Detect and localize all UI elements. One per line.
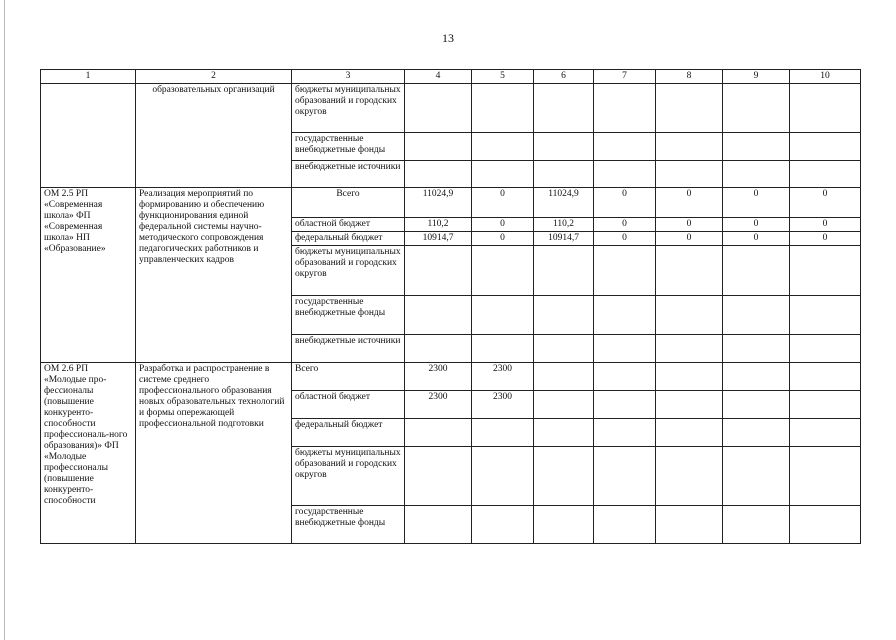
empty-cell: [472, 506, 534, 544]
empty-cell: [534, 84, 594, 133]
empty-cell: [594, 391, 656, 419]
empty-cell: [790, 363, 861, 391]
empty-cell: [790, 84, 861, 133]
value-cell: 110,2: [405, 218, 472, 232]
empty-cell: [656, 363, 723, 391]
empty-cell: [594, 161, 656, 188]
source-cell: бюджеты муниципальных образований и городских округов: [292, 84, 405, 133]
value-cell: 0: [472, 218, 534, 232]
table-row: [41, 84, 861, 133]
source-cell: государственные внебюджетные фонды: [292, 133, 405, 161]
empty-cell: [472, 84, 534, 133]
event-cell: образовательных организаций: [136, 84, 292, 188]
header-cell: 3: [292, 70, 405, 84]
value-cell: 2300: [472, 391, 534, 419]
empty-cell: [534, 335, 594, 363]
empty-cell: [534, 447, 594, 506]
empty-cell: [656, 133, 723, 161]
value-cell: 110,2: [534, 218, 594, 232]
empty-cell: [723, 84, 790, 133]
empty-cell: [594, 335, 656, 363]
source-cell: бюджеты муниципальных образований и городских округов: [292, 447, 405, 506]
empty-cell: [723, 296, 790, 335]
empty-cell: [405, 419, 472, 447]
empty-cell: [656, 447, 723, 506]
empty-cell: [405, 133, 472, 161]
empty-cell: [656, 161, 723, 188]
value-cell: 0: [656, 188, 723, 218]
empty-cell: [534, 133, 594, 161]
empty-cell: [405, 506, 472, 544]
empty-cell: [594, 133, 656, 161]
empty-cell: [656, 419, 723, 447]
empty-cell: [405, 296, 472, 335]
page-number: 13: [442, 31, 454, 45]
empty-cell: [534, 161, 594, 188]
value-cell: 0: [472, 188, 534, 218]
value-cell: 10914,7: [405, 232, 472, 246]
empty-cell: [594, 419, 656, 447]
empty-cell: [534, 296, 594, 335]
value-cell: 0: [790, 232, 861, 246]
empty-cell: [472, 133, 534, 161]
source-cell: областной бюджет: [292, 391, 405, 419]
value-cell: 11024,9: [534, 188, 594, 218]
empty-cell: [534, 506, 594, 544]
empty-cell: [656, 84, 723, 133]
empty-cell: [594, 506, 656, 544]
empty-cell: [472, 419, 534, 447]
empty-cell: [594, 246, 656, 296]
source-cell: федеральный бюджет: [292, 232, 405, 246]
empty-cell: [594, 84, 656, 133]
empty-cell: [790, 335, 861, 363]
empty-cell: [723, 506, 790, 544]
empty-cell: [405, 84, 472, 133]
source-cell: Всего: [292, 363, 405, 391]
header-cell: 8: [656, 70, 723, 84]
empty-cell: [594, 296, 656, 335]
empty-cell: [723, 246, 790, 296]
empty-cell: [723, 335, 790, 363]
empty-cell: [405, 246, 472, 296]
value-cell: 0: [656, 232, 723, 246]
value-cell: 2300: [405, 391, 472, 419]
empty-cell: [405, 447, 472, 506]
value-cell: 0: [723, 232, 790, 246]
budget-table: [40, 69, 861, 544]
source-cell: федеральный бюджет: [292, 419, 405, 447]
empty-cell: [656, 391, 723, 419]
source-cell: внебюджетные источники: [292, 335, 405, 363]
source-cell: внебюджетные источники: [292, 161, 405, 188]
header-cell: 5: [472, 70, 534, 84]
empty-cell: [472, 161, 534, 188]
source-cell: государственные внебюджетные фонды: [292, 506, 405, 544]
empty-cell: [656, 506, 723, 544]
code-cell: [41, 84, 136, 188]
source-cell: Всего: [292, 188, 405, 218]
page-edge-line: [4, 0, 5, 640]
empty-cell: [405, 335, 472, 363]
empty-cell: [790, 161, 861, 188]
value-cell: 2300: [405, 363, 472, 391]
table-row: [41, 363, 861, 391]
empty-cell: [723, 363, 790, 391]
empty-cell: [790, 391, 861, 419]
value-cell: 0: [594, 218, 656, 232]
header-cell: 1: [41, 70, 136, 84]
header-cell: 4: [405, 70, 472, 84]
code-cell: ОМ 2.5 РП «Современная школа» ФП «Современная школа» НП «Образование»: [41, 188, 136, 363]
code-cell: ОМ 2.6 РП «Молодые про-фессионалы (повышение конкуренто-способности профессиональ-ного образования)» ФП «Молодые профессионалы (повышение конкуренто-способности: [41, 363, 136, 544]
empty-cell: [790, 506, 861, 544]
header-cell: 9: [723, 70, 790, 84]
empty-cell: [534, 246, 594, 296]
value-cell: 11024,9: [405, 188, 472, 218]
empty-cell: [790, 296, 861, 335]
empty-cell: [534, 363, 594, 391]
value-cell: 0: [594, 188, 656, 218]
empty-cell: [656, 296, 723, 335]
source-cell: государственные внебюджетные фонды: [292, 296, 405, 335]
empty-cell: [656, 335, 723, 363]
header-cell: 10: [790, 70, 861, 84]
empty-cell: [534, 419, 594, 447]
empty-cell: [723, 133, 790, 161]
empty-cell: [534, 391, 594, 419]
source-cell: областной бюджет: [292, 218, 405, 232]
value-cell: 0: [723, 218, 790, 232]
empty-cell: [723, 447, 790, 506]
value-cell: 10914,7: [534, 232, 594, 246]
value-cell: 2300: [472, 363, 534, 391]
empty-cell: [594, 447, 656, 506]
empty-cell: [790, 447, 861, 506]
empty-cell: [723, 391, 790, 419]
event-cell: Разработка и распространение в системе среднего профессионального образования новых образовательных технологий и формы опережающей профессиональной подготовки: [136, 363, 292, 544]
value-cell: 0: [656, 218, 723, 232]
empty-cell: [472, 335, 534, 363]
value-cell: 0: [790, 188, 861, 218]
value-cell: 0: [594, 232, 656, 246]
value-cell: 0: [472, 232, 534, 246]
empty-cell: [405, 161, 472, 188]
empty-cell: [472, 447, 534, 506]
empty-cell: [656, 246, 723, 296]
empty-cell: [723, 419, 790, 447]
empty-cell: [790, 246, 861, 296]
value-cell: 0: [790, 218, 861, 232]
empty-cell: [472, 296, 534, 335]
empty-cell: [790, 133, 861, 161]
header-cell: 7: [594, 70, 656, 84]
empty-cell: [472, 246, 534, 296]
header-row: [41, 70, 861, 84]
value-cell: 0: [723, 188, 790, 218]
table-row: [41, 188, 861, 218]
empty-cell: [790, 419, 861, 447]
event-cell: Реализация мероприятий по формированию и обеспечению функционирования единой федеральной системы научно-методического сопровождения педагогических работников и управленческих кадров: [136, 188, 292, 363]
header-cell: 6: [534, 70, 594, 84]
source-cell: бюджеты муниципальных образований и городских округов: [292, 246, 405, 296]
header-cell: 2: [136, 70, 292, 84]
empty-cell: [594, 363, 656, 391]
empty-cell: [723, 161, 790, 188]
